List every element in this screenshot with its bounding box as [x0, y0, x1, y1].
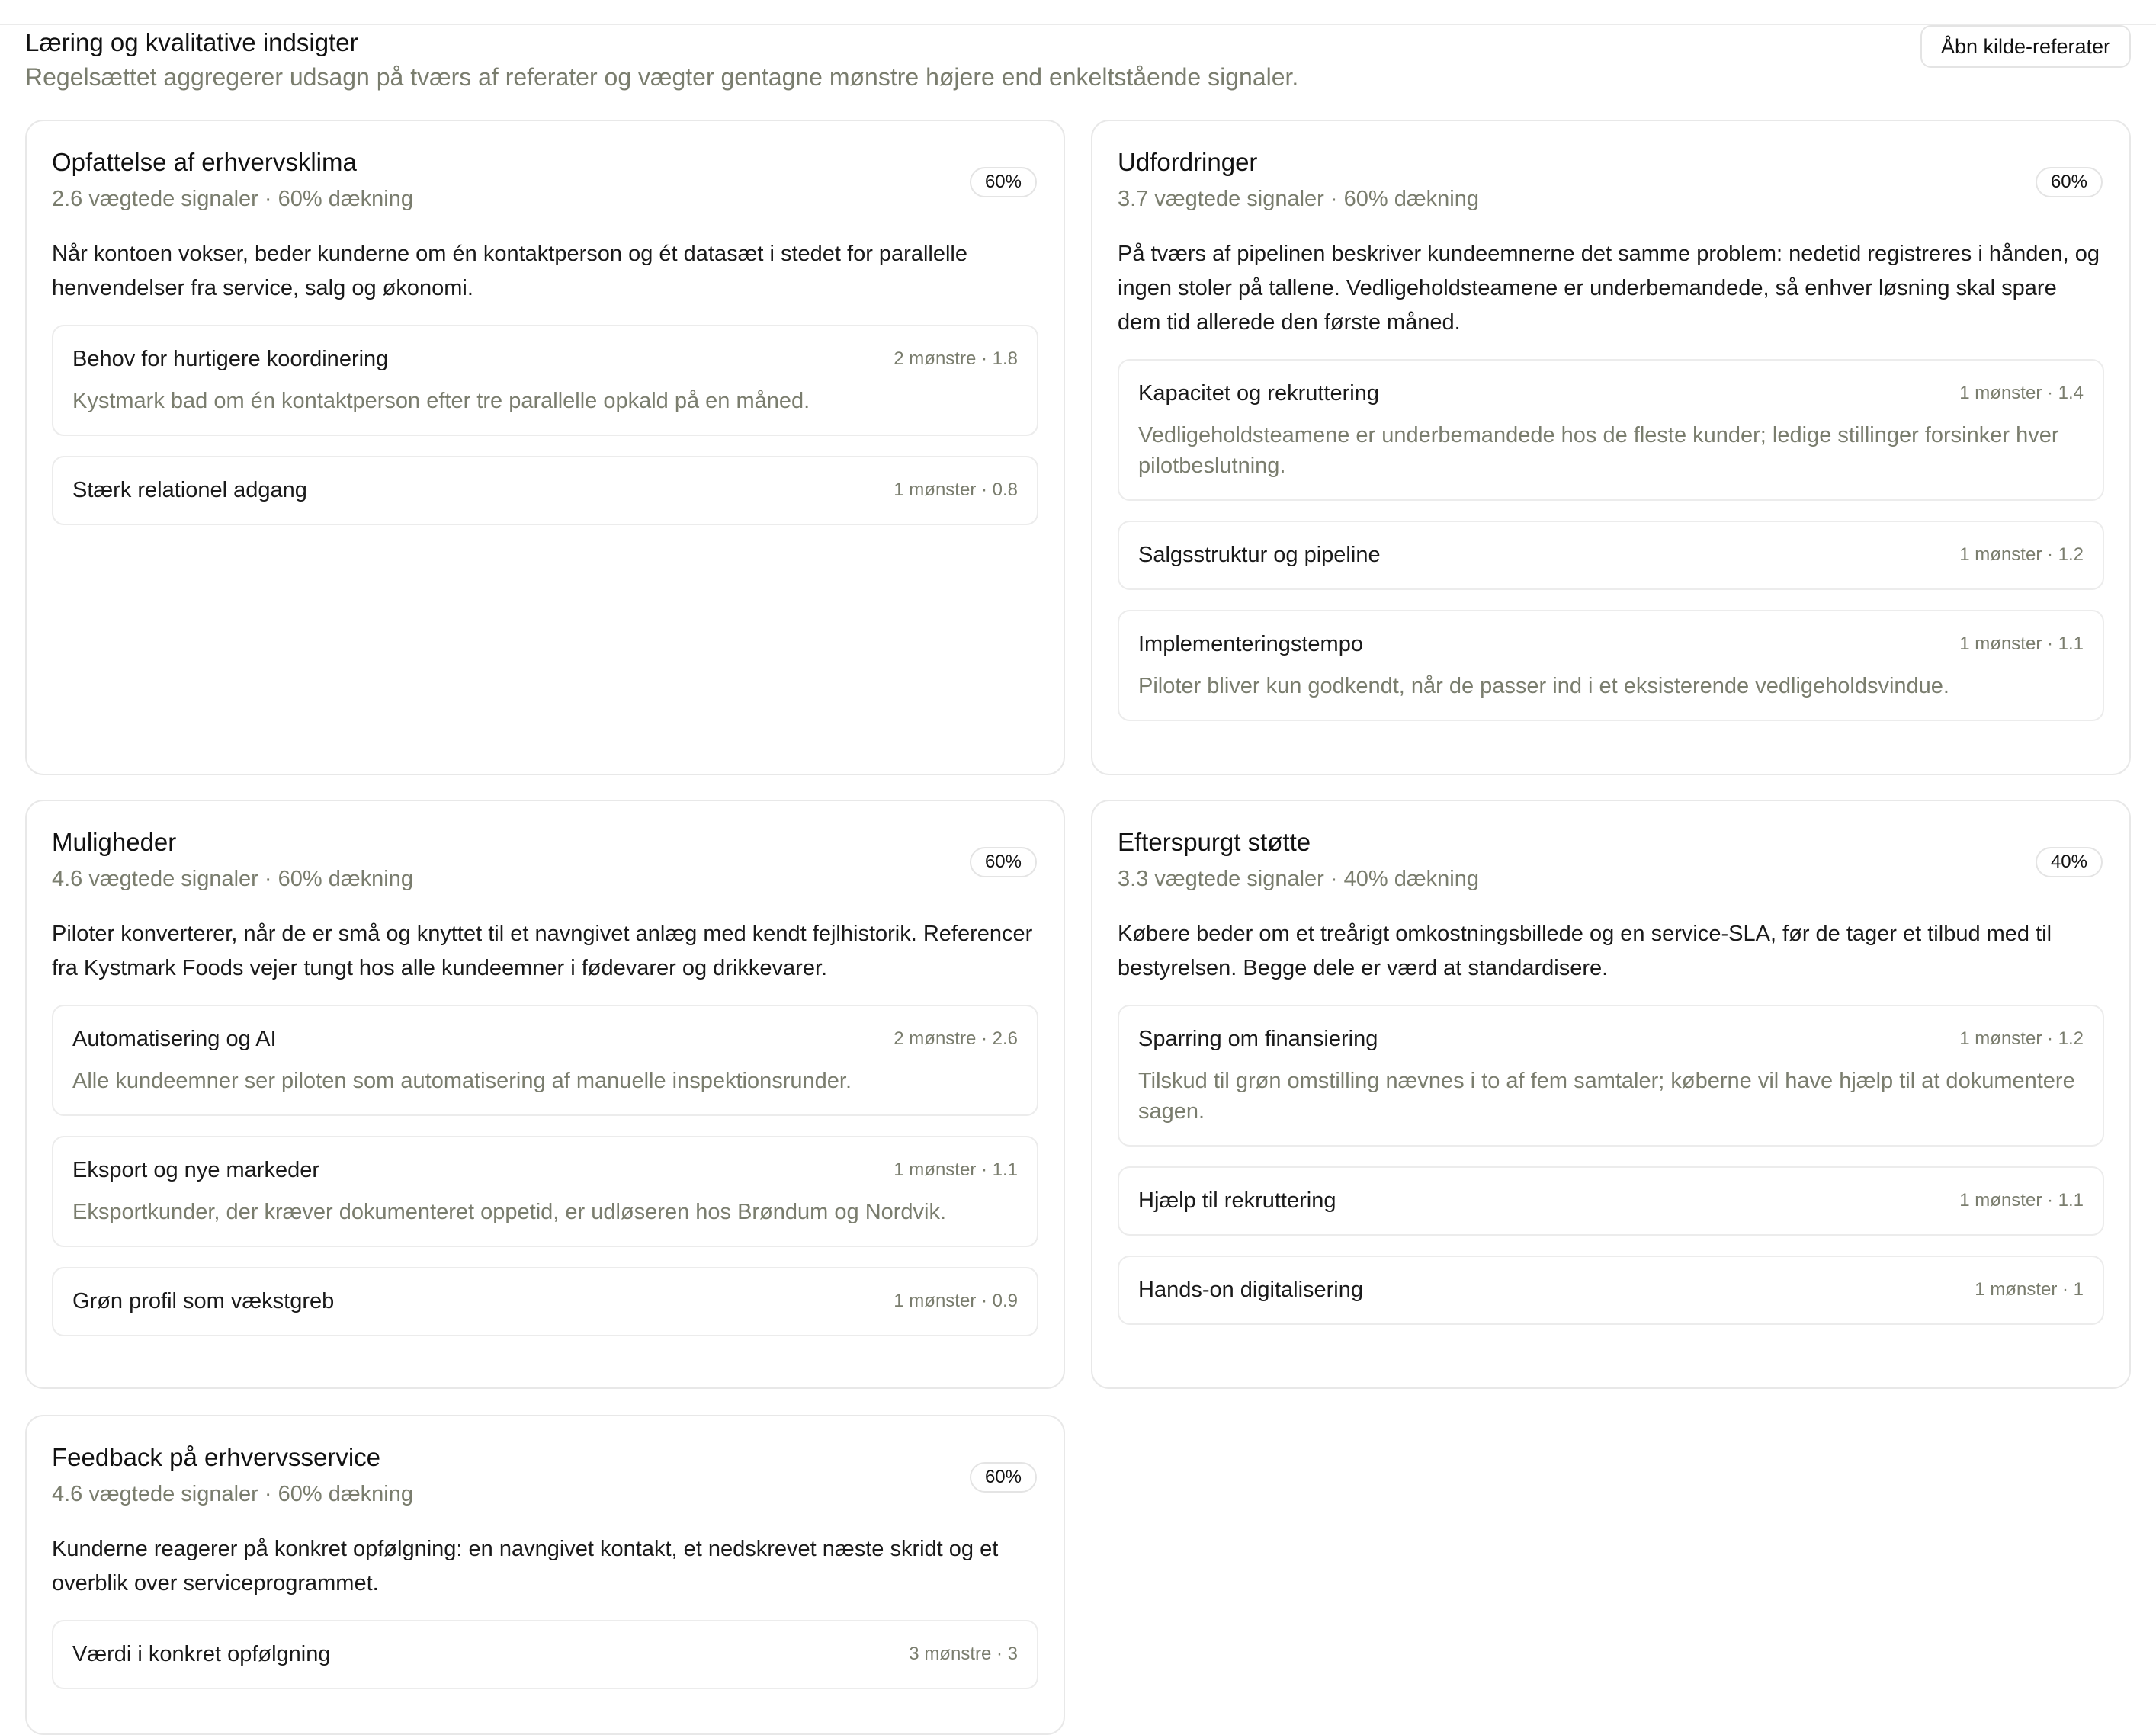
pattern-title: Hjælp til rekruttering [1138, 1188, 1336, 1213]
card-summary: Kunderne reagerer på konkret opfølgning: en navngivet kontakt, et nedskrevet næste skridt og et overblik over serviceprogrammet. [52, 1537, 999, 1595]
pattern-title: Stærk relationel adgang [72, 477, 307, 502]
pattern-description: Alle kundeemner ser piloten som automatisering af manuelle inspektionsrunder. [72, 1069, 852, 1093]
pattern-title: Grøn profil som vækstgreb [72, 1288, 335, 1313]
pattern-item [52, 325, 1038, 436]
pattern-list [52, 1005, 1038, 1336]
pattern-title: Behov for hurtigere koordinering [72, 346, 389, 371]
card-title: Opfattelse af erhvervsklima [52, 148, 357, 176]
pattern-title: Eksport og nye markeder [72, 1157, 319, 1182]
coverage-badge: 40% [2036, 847, 2103, 877]
pattern-list [52, 1620, 1038, 1689]
pattern-meta: 1 mønster · 1.1 [1959, 1190, 2084, 1211]
page-subtitle: Regelsættet aggregerer udsagn på tværs af referater og vægter gentagne mønstre højere end enkeltstående signaler. [25, 63, 1299, 91]
pattern-item [52, 1267, 1038, 1336]
coverage-badge: 60% [2036, 167, 2103, 197]
pattern-meta: 2 mønstre · 1.8 [894, 348, 1018, 369]
pattern-title: Salgsstruktur og pipeline [1138, 542, 1381, 567]
pattern-description: Kystmark bad om én kontaktperson efter tre parallelle opkald på en måned. [72, 389, 810, 413]
card-subtitle: 2.6 vægtede signaler · 60% dækning [52, 187, 413, 211]
pattern-meta: 2 mønstre · 2.6 [894, 1028, 1018, 1049]
page-title: Læring og kvalitative indsigter [25, 28, 358, 56]
coverage-badge: 60% [970, 847, 1037, 877]
card-summary: Piloter konverterer, når de er små og knyttet til et navngivet anlæg med kendt fejlhistorik. Referencer fra Kystmark Foods vejer tungt hos alle kundeemner i fødevarer og drikkevarer. [52, 922, 1033, 980]
top-divider [0, 24, 2156, 25]
pattern-meta: 1 mønster · 1 [1975, 1279, 2084, 1300]
card-summary: Når kontoen vokser, beder kunderne om én kontaktperson og ét datasæt i stedet for parallelle henvendelser fra service, salg og økonomi. [52, 242, 967, 300]
pattern-item [52, 1620, 1038, 1689]
pattern-item [1118, 610, 2104, 721]
card-title: Muligheder [52, 828, 177, 856]
open-source-notes-button[interactable]: Åbn kilde-referater [1920, 25, 2131, 68]
card-summary: På tværs af pipelinen beskriver kundeemnerne det samme problem: nedetid registreres i hånden, og ingen stoler på tallene. Vedligeholdsteamene er underbemandede, så enhver løsning skal spare dem tid allerede den første måned. [1118, 242, 2100, 335]
pattern-item [1118, 521, 2104, 590]
pattern-description: Vedligeholdsteamene er underbemandede hos de fleste kunder; ledige stillinger forsinker hver pilotbeslutning. [1138, 423, 2059, 478]
card-title: Efterspurgt støtte [1118, 828, 1311, 856]
pattern-item [1118, 1256, 2104, 1325]
card-title: Feedback på erhvervsservice [52, 1443, 381, 1471]
pattern-item [1118, 359, 2104, 501]
insight-card-requested-support [1091, 800, 2131, 1389]
pattern-item [52, 1005, 1038, 1116]
card-subtitle: 3.3 vægtede signaler · 40% dækning [1118, 867, 1479, 891]
pattern-item [52, 1136, 1038, 1247]
coverage-badge: 60% [970, 1462, 1037, 1493]
pattern-item [1118, 1005, 2104, 1147]
pattern-list [1118, 1005, 2104, 1325]
card-subtitle: 4.6 vægtede signaler · 60% dækning [52, 1482, 413, 1506]
card-subtitle: 3.7 vægtede signaler · 60% dækning [1118, 187, 1479, 211]
insight-card-business-climate [25, 120, 1065, 775]
insight-card-service-feedback [25, 1415, 1065, 1735]
card-title: Udfordringer [1118, 148, 1258, 176]
pattern-meta: 1 mønster · 1.2 [1959, 1028, 2084, 1049]
pattern-description: Tilskud til grøn omstilling nævnes i to af fem samtaler; køberne vil have hjælp til at dokumentere sagen. [1138, 1069, 2075, 1124]
pattern-item [1118, 1166, 2104, 1236]
card-summary: Købere beder om et treårigt omkostningsbillede og en service-SLA, før de tager et tilbud med til bestyrelsen. Begge dele er værd at standardisere. [1118, 922, 2052, 980]
pattern-meta: 1 mønster · 1.1 [1959, 633, 2084, 654]
pattern-description: Piloter bliver kun godkendt, når de passer ind i et eksisterende vedligeholdsvindue. [1138, 674, 1949, 698]
coverage-badge: 60% [970, 167, 1037, 197]
pattern-meta: 1 mønster · 0.8 [894, 479, 1018, 500]
insight-card-challenges [1091, 120, 2131, 775]
pattern-title: Implementeringstempo [1138, 631, 1363, 656]
pattern-title: Sparring om finansiering [1138, 1026, 1378, 1051]
pattern-title: Hands-on digitalisering [1138, 1277, 1363, 1302]
pattern-meta: 1 mønster · 1.1 [894, 1159, 1018, 1180]
pattern-list [1118, 359, 2104, 721]
pattern-title: Automatisering og AI [72, 1026, 277, 1051]
pattern-list [52, 325, 1038, 525]
pattern-item [52, 456, 1038, 525]
pattern-title: Værdi i konkret opfølgning [72, 1641, 331, 1666]
pattern-meta: 3 mønstre · 3 [909, 1644, 1018, 1664]
pattern-title: Kapacitet og rekruttering [1138, 380, 1379, 406]
card-subtitle: 4.6 vægtede signaler · 60% dækning [52, 867, 413, 891]
pattern-meta: 1 mønster · 1.2 [1959, 544, 2084, 565]
pattern-meta: 1 mønster · 1.4 [1959, 383, 2084, 403]
pattern-meta: 1 mønster · 0.9 [894, 1291, 1018, 1311]
insight-card-opportunities [25, 800, 1065, 1389]
pattern-description: Eksportkunder, der kræver dokumenteret oppetid, er udløseren hos Brøndum og Nordvik. [72, 1200, 947, 1224]
